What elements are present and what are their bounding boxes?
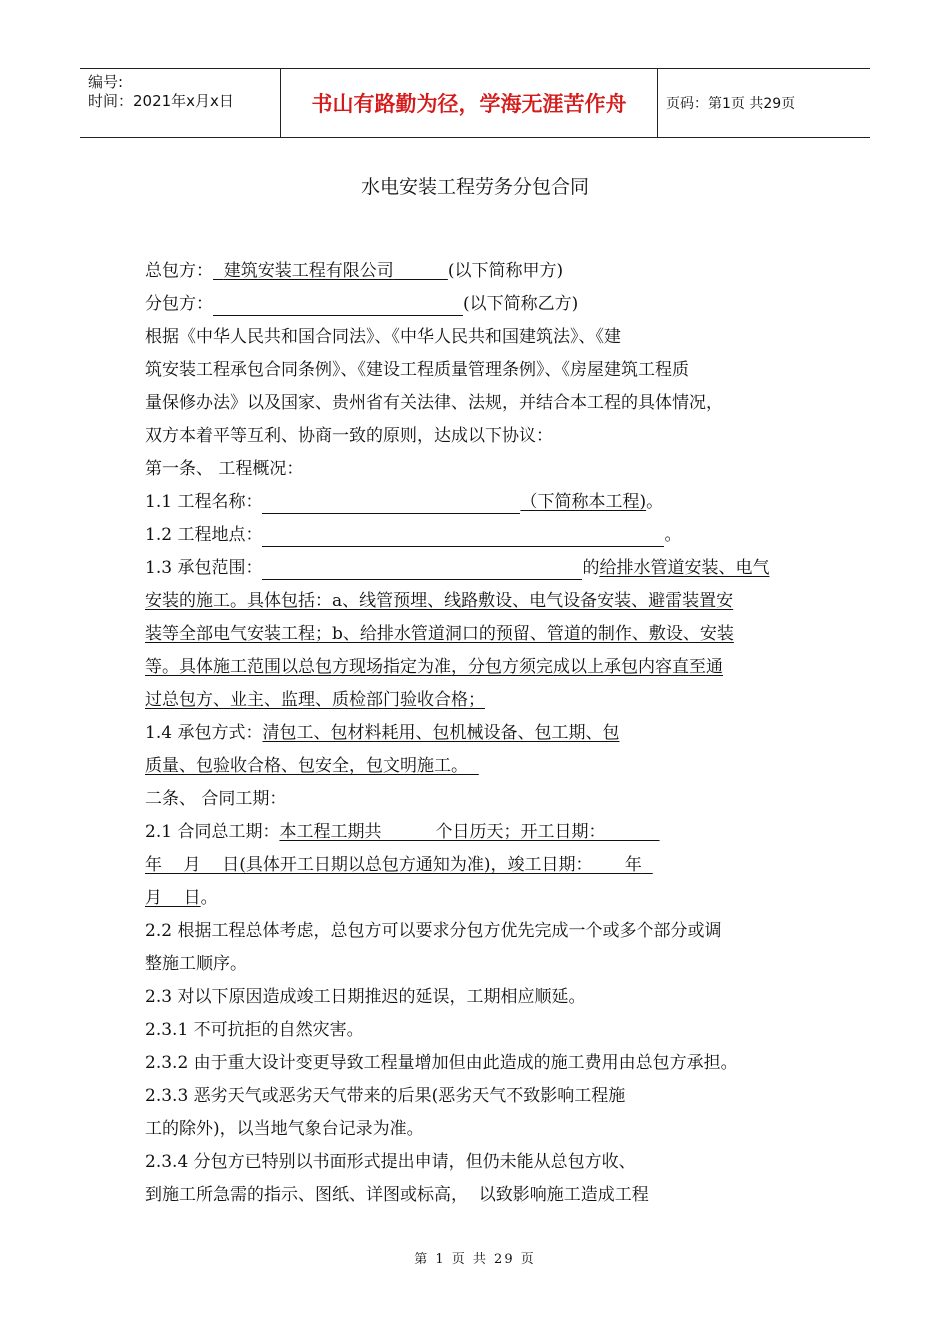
label-suffix: (以下简称乙方) — [463, 294, 579, 314]
article-heading: 二条、 合同工期： — [145, 789, 287, 809]
subcontractor-line — [145, 288, 810, 321]
duration-text: 月 日 — [145, 888, 201, 908]
punct: 。 — [664, 525, 682, 545]
paragraph-line: 根据《中华人民共和国合同法》、《中华人民共和国建筑法》、《建 — [145, 327, 621, 347]
paragraph-line: 2.3.2 由于重大设计变更导致工程量增加但由此造成的施工费用由总包方承担。 — [145, 1053, 738, 1073]
paragraph-line: 2.3.1 不可抗拒的自然灾害。 — [145, 1020, 364, 1040]
duration-text: 本工程工期共 个日历天；开工日期： — [279, 822, 606, 842]
subcontractor-blank — [213, 293, 463, 316]
label: 1.4 承包方式： — [145, 723, 263, 743]
paragraph-line: 2.3.3 恶劣天气或恶劣天气带来的后果(恶劣天气不致影响工程施 — [145, 1086, 626, 1106]
document-title: 水电安装工程劳务分包合同 — [360, 176, 589, 198]
duration-text: 年 月 日(具体开工日期以总包方通知为准)，竣工日期： 年 — [145, 855, 642, 875]
time-label: 时间：2021年x月x日 — [88, 92, 234, 110]
scope-text: 过总包方、业主、监理、质检部门验收合格； — [145, 690, 485, 710]
paragraph-line: 2.2 根据工程总体考虑，总包方可以要求分包方优先完成一个或多个部分或调 — [145, 921, 722, 941]
scope-text: 给排水管道安装、电气 — [599, 558, 770, 578]
paragraph-line: 2.3.4 分包方已特别以书面形式提出申请，但仍未能从总包方收、 — [145, 1152, 636, 1172]
header-table — [80, 68, 870, 138]
scope-detail-line — [145, 684, 810, 717]
article-heading: 第一条、 工程概况： — [145, 459, 304, 479]
label: 1.1 工程名称： — [145, 492, 263, 512]
label: 总包方： — [145, 261, 213, 281]
contractor-line — [145, 255, 810, 288]
contract-mode-line — [145, 717, 810, 750]
contract-mode-line — [145, 750, 810, 783]
page-info: 页码：第1页 共29页 — [666, 96, 796, 112]
contractor-name: 建筑安装工程有限公司 — [223, 261, 394, 281]
paragraph-line: 2.3 对以下原因造成竣工日期推迟的延误，工期相应顺延。 — [145, 987, 586, 1007]
scope-line — [145, 552, 810, 585]
contract-body — [145, 255, 810, 1212]
label-suffix: (以下简称甲方) — [447, 261, 564, 281]
label: 1.2 工程地点： — [145, 525, 263, 545]
text: 的 — [582, 558, 600, 578]
label: 分包方： — [145, 294, 213, 314]
header-left-cell — [80, 69, 280, 137]
duration-line — [145, 816, 810, 849]
contract-mode-text: 清包工、包材料耗用、包机械设备、包工期、包 — [262, 723, 620, 743]
project-name-line — [145, 486, 810, 519]
punct: 。 — [200, 888, 218, 908]
abbr-note: （下简称本工程) — [520, 492, 647, 512]
project-location-line — [145, 519, 810, 552]
paragraph-line: 双方本着平等互利、协商一致的原则，达成以下协议： — [145, 426, 553, 446]
contract-mode-text: 质量、包验收合格、包安全，包文明施工。 — [145, 756, 468, 776]
paragraph-line: 工的除外)，以当地气象台记录为准。 — [145, 1119, 424, 1139]
motto: 书山有路勤为径，学海无涯苦作舟 — [280, 69, 658, 137]
duration-line — [145, 849, 810, 882]
label: 2.1 合同总工期： — [145, 822, 280, 842]
label: 1.3 承包范围： — [145, 558, 263, 578]
punct: 。 — [646, 492, 664, 512]
scope-detail-line: 等。具体施工范围以总包方现场指定为准，分包方须完成以上承包内容直至通 — [145, 657, 723, 677]
paragraph-line: 到施工所急需的指示、图纸、详图或标高， 以致影响施工造成工程 — [145, 1185, 649, 1205]
project-name-blank — [262, 491, 520, 514]
duration-line — [145, 882, 810, 915]
paragraph-line: 筑安装工程承包合同条例》、《建设工程质量管理条例》、《房屋建筑工程质 — [145, 360, 689, 380]
paragraph-line: 量保修办法》以及国家、贵州省有关法律、法规，并结合本工程的具体情况， — [145, 393, 723, 413]
number-label: 编号: — [88, 73, 124, 91]
page-footer: 第 1 页 共 29 页 — [414, 1252, 536, 1267]
scope-detail-line: 装等全部电气安装工程；b、给排水管道洞口的预留、管道的制作、敷设、安装 — [145, 624, 734, 644]
paragraph-line: 整施工顺序。 — [145, 954, 247, 974]
scope-detail-line: 安装的施工。具体包括：a、线管预埋、线路敷设、电气设备安装、避雷装置安 — [145, 591, 734, 611]
project-location-blank — [262, 524, 664, 547]
scope-blank — [262, 557, 582, 580]
